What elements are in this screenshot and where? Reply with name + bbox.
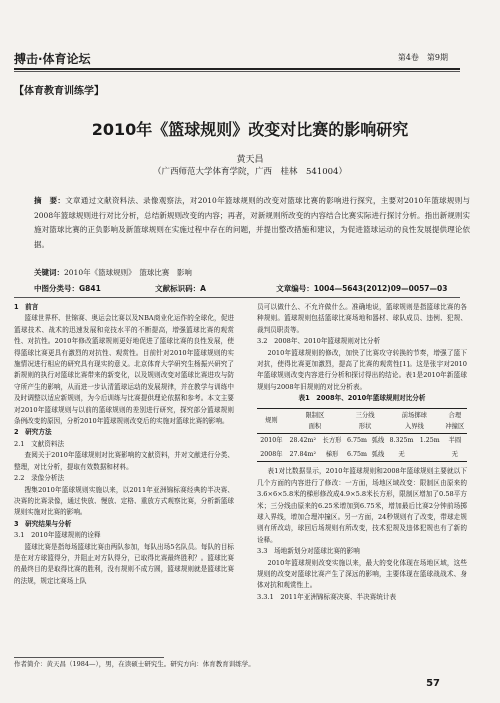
keywords-text: 2010年《篮球规则》 篮球比赛 影响	[64, 268, 192, 277]
table-cell: 半圆	[448, 437, 462, 445]
paper-title: 2010年《篮球规则》改变对比赛的影响研究	[91, 120, 409, 139]
right-column-top	[257, 302, 467, 393]
table-cell: 2008年	[257, 448, 286, 462]
body-paragraph: 2010年篮球规则改变实施以来，最大的变化体现在场地区域，这些规则的改变对篮球比赛产生了深远的影响，主要体现在篮球战战术、身体对抗和观赏性上。	[257, 558, 467, 590]
footnote-rule	[14, 657, 164, 658]
author-footnote: 作者简介：黄天昌（1984—），男，在读硕士研究生。研究方向：体育教育训练学。	[14, 660, 255, 668]
table-caption: 表1 2008年、2010年篮球规则对比分析	[298, 394, 426, 403]
subsection-heading: 3.1 2010年篮球规则的诠释	[14, 531, 101, 540]
volume-issue: 第4卷 第9期	[397, 53, 448, 62]
section-heading: 3 研究结果与分析	[14, 519, 72, 528]
keywords	[34, 267, 192, 278]
table-cell: 弧线	[371, 437, 385, 445]
section-heading: 2 研究方法	[14, 428, 52, 437]
right-column-bottom	[257, 466, 467, 603]
right-column	[257, 302, 467, 603]
author-affiliation: （广西师范大学体育学院，广西 桂林 541004）	[153, 167, 347, 177]
body-paragraph: 表1对比数据显示，2010年篮球规则和2008年篮球规则主要就以下几个方面的内容进行了修改：一方面，场地区域改变：限制区由原来的3.6×6×5.8米的梯形修改成4.9×5.8米长方形，限制区增加了0.58平方米；三分线由原来的6.25米增加到6.75米，增加最后比赛2分钟前场掷球入界线，增加合理冲撞区。另一方面，24秒规则有了改变，带球走规则有所改动，球回后场规则有所改变，技术犯规及违体犯规也有了新的诠释。	[257, 467, 467, 544]
abstract	[34, 194, 470, 252]
table-cell: 8.325m	[389, 437, 414, 445]
table-cell: 6.75m	[344, 448, 370, 462]
header-rule-thin	[14, 71, 460, 72]
table-cell: 1.25m	[419, 437, 440, 445]
body-rule	[14, 297, 460, 298]
subsection-heading: 2.1 文献资料法	[14, 439, 65, 448]
section-tag: 【体育教育训练学】	[14, 86, 104, 97]
table-body	[257, 434, 467, 462]
subsection-heading: 3.3 场地新划分对篮球比赛的影响	[257, 547, 360, 556]
subsection-heading: 3.3.1 2011年亚洲锦标赛决赛、半决赛统计表	[257, 592, 397, 601]
body-paragraph: 2010年篮球规则的修改，加快了比赛攻守转换的节奏，增强了篮下对抗，使得比赛更加激烈，提高了比赛的观赏性[1]。这是张宇对2010年篮球规则改变内容进行分析和探讨得出的结论。表1是2010年新篮球规则与2008年旧规则的对比分析表。	[257, 348, 467, 391]
page-number: 57	[426, 678, 440, 689]
table-header-cell: 规则	[257, 408, 286, 434]
table-cell: 28.42m²	[289, 437, 317, 445]
table-header-cell: 三分线 形状	[344, 408, 386, 434]
document-code: 文献标识码：A	[155, 284, 206, 293]
table-header-cell: 限制区 面积	[286, 408, 344, 434]
table-cell: 无	[386, 448, 417, 462]
table-cell: 2010年	[260, 437, 283, 445]
body-paragraph: 搜集2010年篮球规则实施以来，以2011年亚洲锦标赛经典的半决赛、决赛的比赛录像，通过快放、慢放、定格、重放方式观察比赛，分析新篮球规则实施对比赛的影响。	[14, 485, 234, 517]
table-cell: 梯形	[320, 448, 344, 462]
classification-line	[34, 283, 470, 294]
abstract-label: 摘 要：	[34, 196, 66, 205]
body-paragraph: 查阅关于2010年篮球规则对比赛影响的文献资料，并对文献进行分类、整理，对比分析，提取有效数据和材料。	[14, 451, 234, 471]
table-cell	[417, 448, 443, 462]
table-cell: 27.84m²	[286, 448, 320, 462]
section-heading: 1 前言	[14, 303, 39, 311]
author-name: 黄天昌	[236, 155, 264, 165]
clc-number: 中图分类号：G841	[34, 284, 101, 293]
table-row	[257, 434, 467, 448]
header-rule	[14, 68, 460, 70]
subsection-heading: 2.2 录像分析法	[14, 474, 65, 483]
table-cell: 弧线	[370, 448, 386, 462]
table-cell: 无	[443, 448, 467, 462]
table-header-row	[257, 408, 467, 434]
comparison-table	[257, 408, 467, 463]
body-paragraph: 篮球世界杯、世锦赛、奥运会比赛以及NBA商业化运作的全球化，促进篮球技术、战术的迅速发展和竞技水平的不断提高，增强篮球比赛的观赏性、对抗性。2010年修改篮球规则更好地促进了篮球比赛的良性发展，使得篮球比赛更具有激烈的对抗性、观赏性。目前针对2010年篮球规则的实施情况进行相应的研究具有现实的意义。北京体育大学研究生杨振兴研究了新规则的执行对篮球比赛带来的新变化，以及规则改变对篮球比赛进攻与防守所产生的影响，从而进一步认清篮球运动的发展规律，并在教学与训练中及时调整以适应新规则，为今后训练与比赛提供理论依据和参考。本文主要对2010年篮球规则与以前的篮球规则的差别进行研究，探究部分篮球规则条例改变的原因，分析2010年篮球规则改变后的实施对篮球比赛的影响。	[14, 314, 234, 426]
body-paragraph: 篮球比赛是指每场篮球比赛由两队参加，每队出场5名队员。每队的目标是在对方球篮得分，并阻止对方队得分，已取得比赛最终胜利？。篮球比赛的最终目的是取得比赛的胜利，没有规则不成方圆，篮球规则就是篮球比赛的法规，规定比赛场上队	[14, 542, 234, 585]
table-cell: 长方形	[322, 437, 342, 445]
article-number: 文章编号：1004—5643(2012)09—0057—03	[276, 284, 448, 293]
subsection-heading: 3.2 2008年、2010年篮球规则对比分析	[257, 337, 381, 346]
abstract-text: 文章通过文献资料法、录像观察法，对2010年篮球规则的改变对篮球比赛的影响进行探究，主要对2010年篮球规则与2008年篮球规则进行对比分析，总结新规则改变的内容；再者，对新规则所改变的内容结合比赛实际进行探讨分析。指出新规则实施对篮球比赛的正负影响及新篮球规则在实施过程中存在的问题，并提出整改措施和建议，为促进篮球运动的良性发展提供理论依据。	[34, 196, 471, 249]
table-header-cell: 合理 冲撞区	[443, 408, 467, 434]
keywords-label: 关键词：	[34, 268, 64, 277]
table-header-cell: 前场掷球 入界线	[386, 408, 443, 434]
table-row	[257, 448, 467, 462]
left-column	[14, 302, 234, 587]
body-paragraph: 员可以做什么、不允许做什么。准确地说，篮球规则是指篮球比赛的各种规则。篮球规则包括篮球比赛场地和器材、球队成员、违例、犯规、裁判员职责等。	[257, 303, 467, 334]
journal-title: 搏击·体育论坛	[14, 52, 91, 66]
table-cell: 6.75m	[347, 437, 367, 445]
